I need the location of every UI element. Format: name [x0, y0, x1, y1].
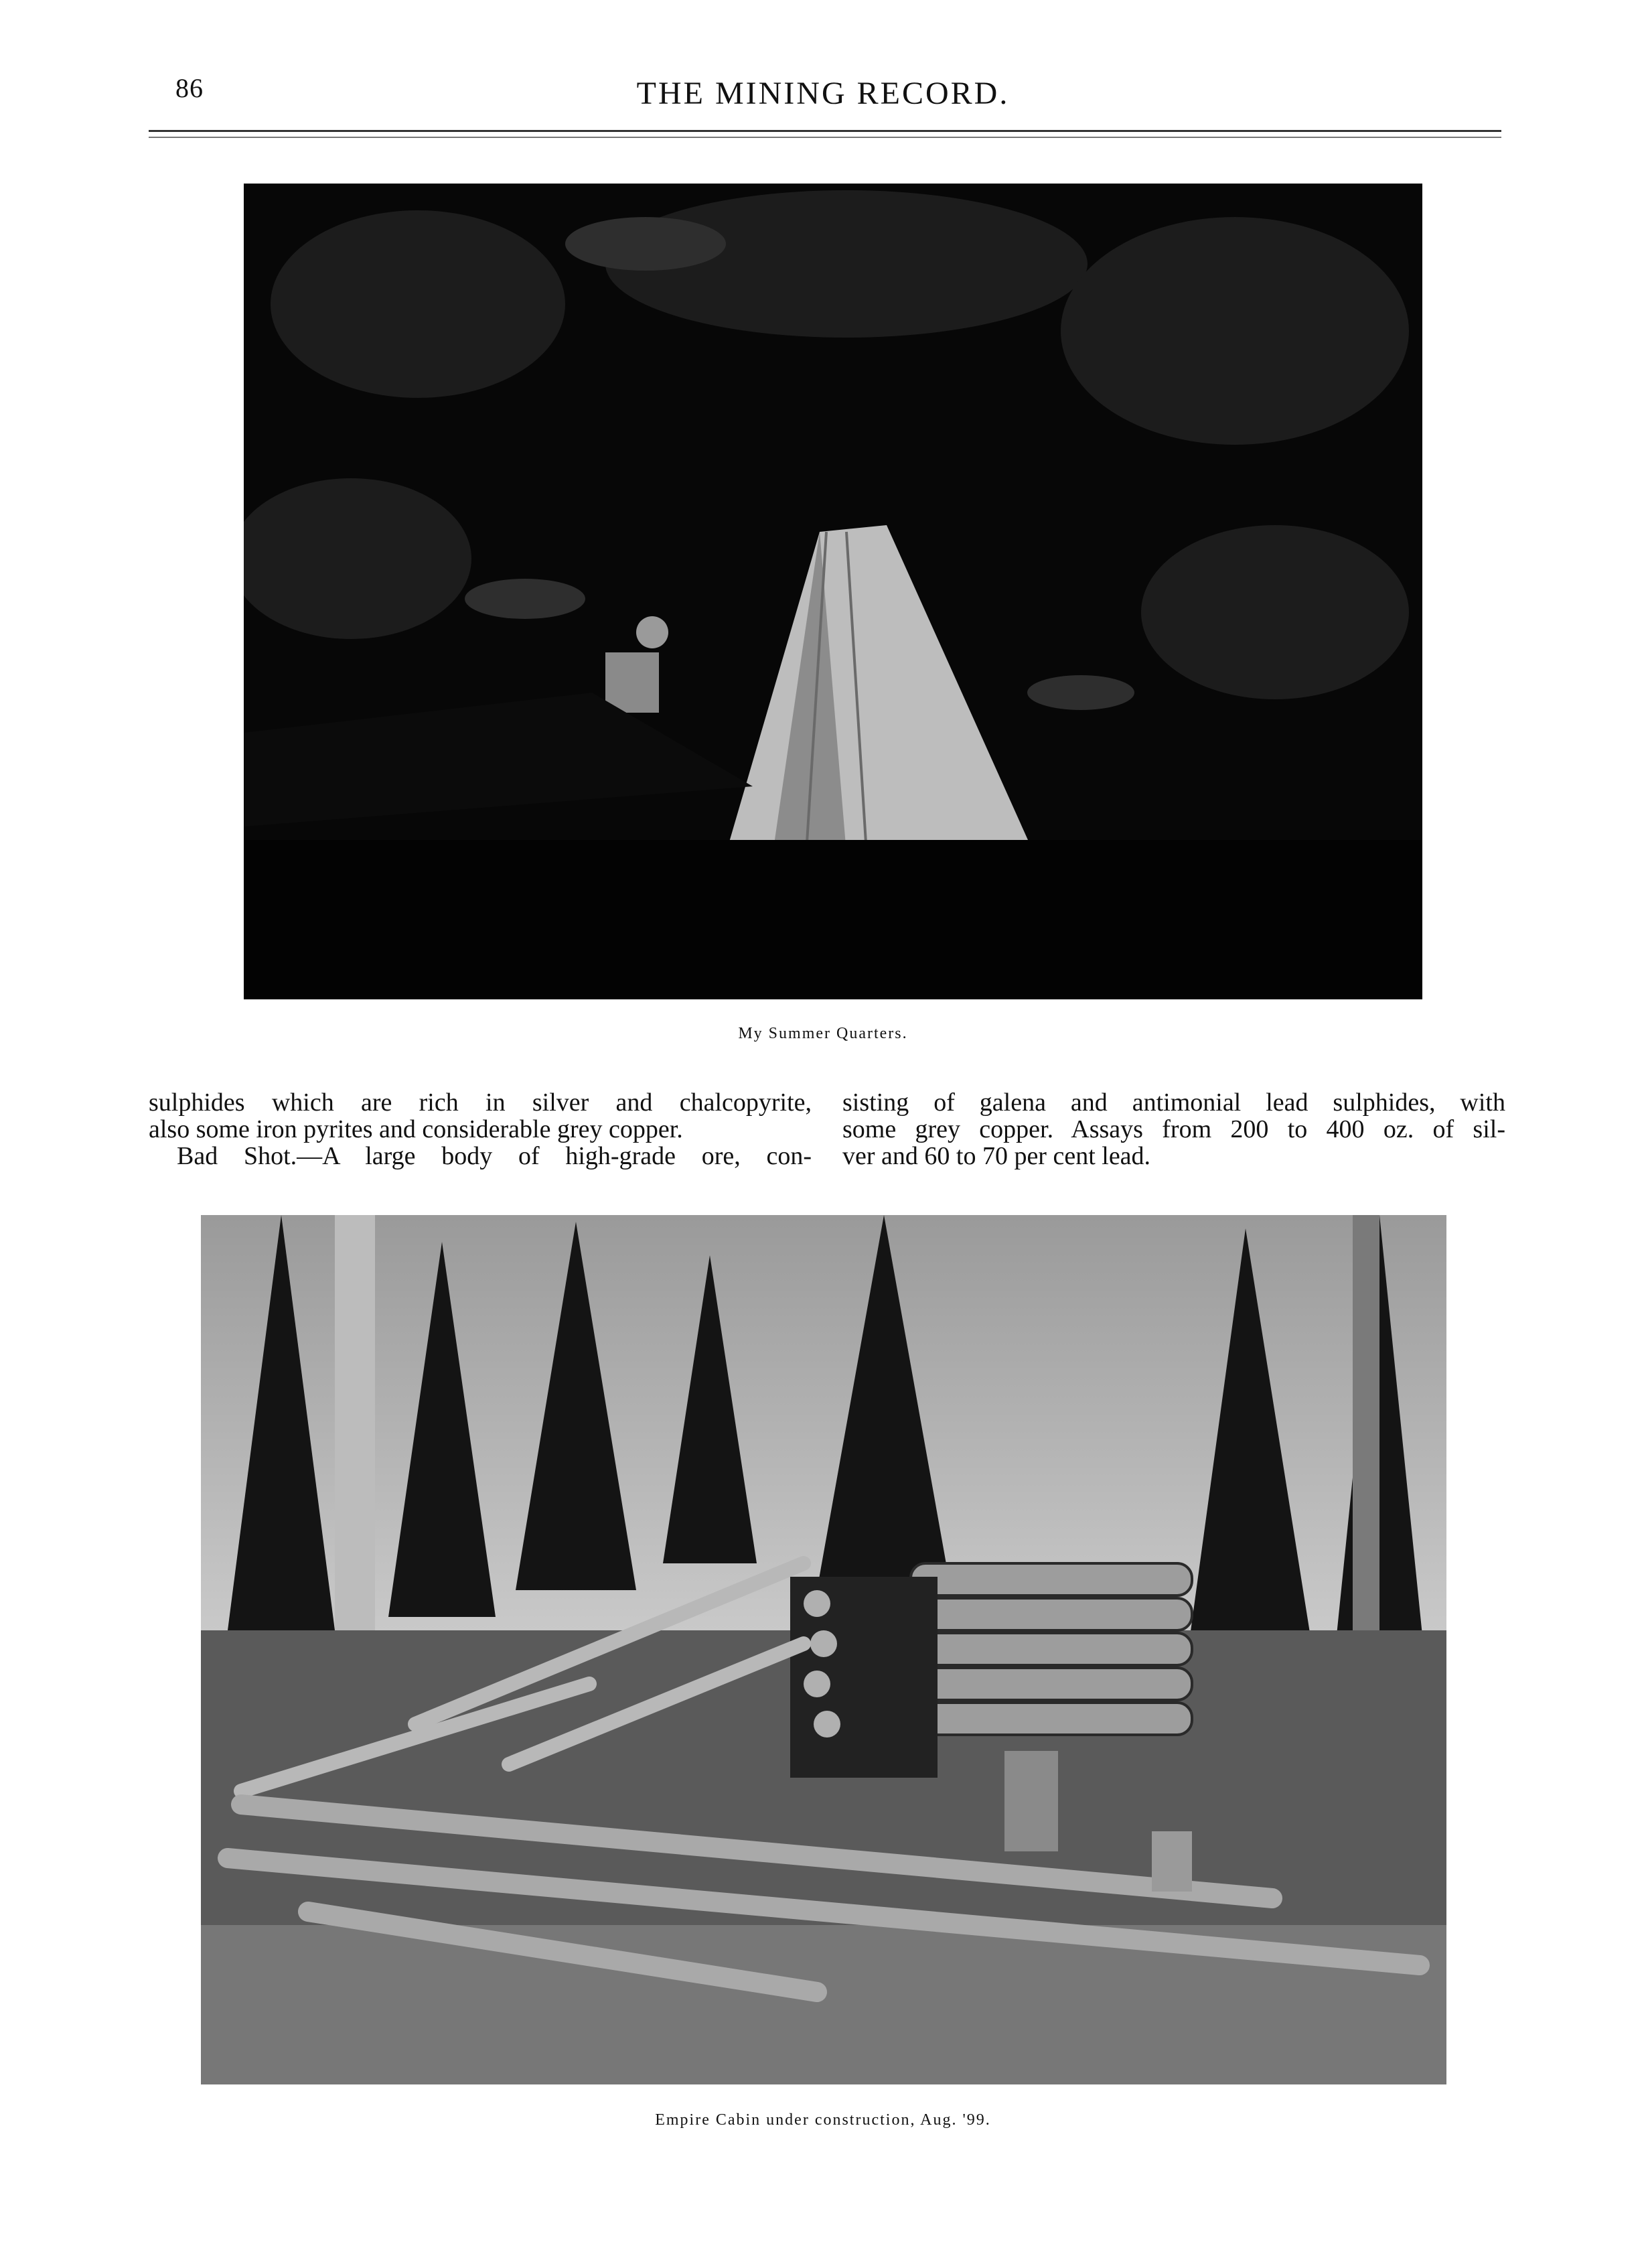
- paragraph-line: ver and 60 to 70 per cent lead.: [842, 1142, 1151, 1170]
- paragraph-line: some grey copper. Assays from 200 to 400 oz. of sil-: [842, 1115, 1505, 1143]
- caption-empire-cabin: Empire Cabin under construction, Aug. '99.: [655, 2111, 991, 2129]
- running-head: THE MINING RECORD.: [636, 76, 1010, 111]
- paragraph-line: also some iron pyrites and considerable grey copper.: [149, 1115, 683, 1143]
- paragraph-line: Bad Shot.—A large body of high-grade ore, con-: [177, 1142, 812, 1170]
- photo-summer-quarters: [244, 184, 1422, 999]
- paragraph-line: sisting of galena and antimonial lead sulphides, with: [842, 1088, 1505, 1117]
- caption-summer-quarters: My Summer Quarters.: [738, 1025, 908, 1042]
- text-column-right: [842, 1089, 1505, 1170]
- header-rule: [149, 130, 1501, 132]
- paragraph-line: sulphides which are rich in silver and chalcopyrite,: [149, 1088, 812, 1117]
- photo-empire-cabin: [201, 1215, 1446, 2084]
- text-column-left: [149, 1089, 812, 1170]
- header-rule-thin: [149, 137, 1501, 138]
- page-number: 86: [175, 73, 204, 103]
